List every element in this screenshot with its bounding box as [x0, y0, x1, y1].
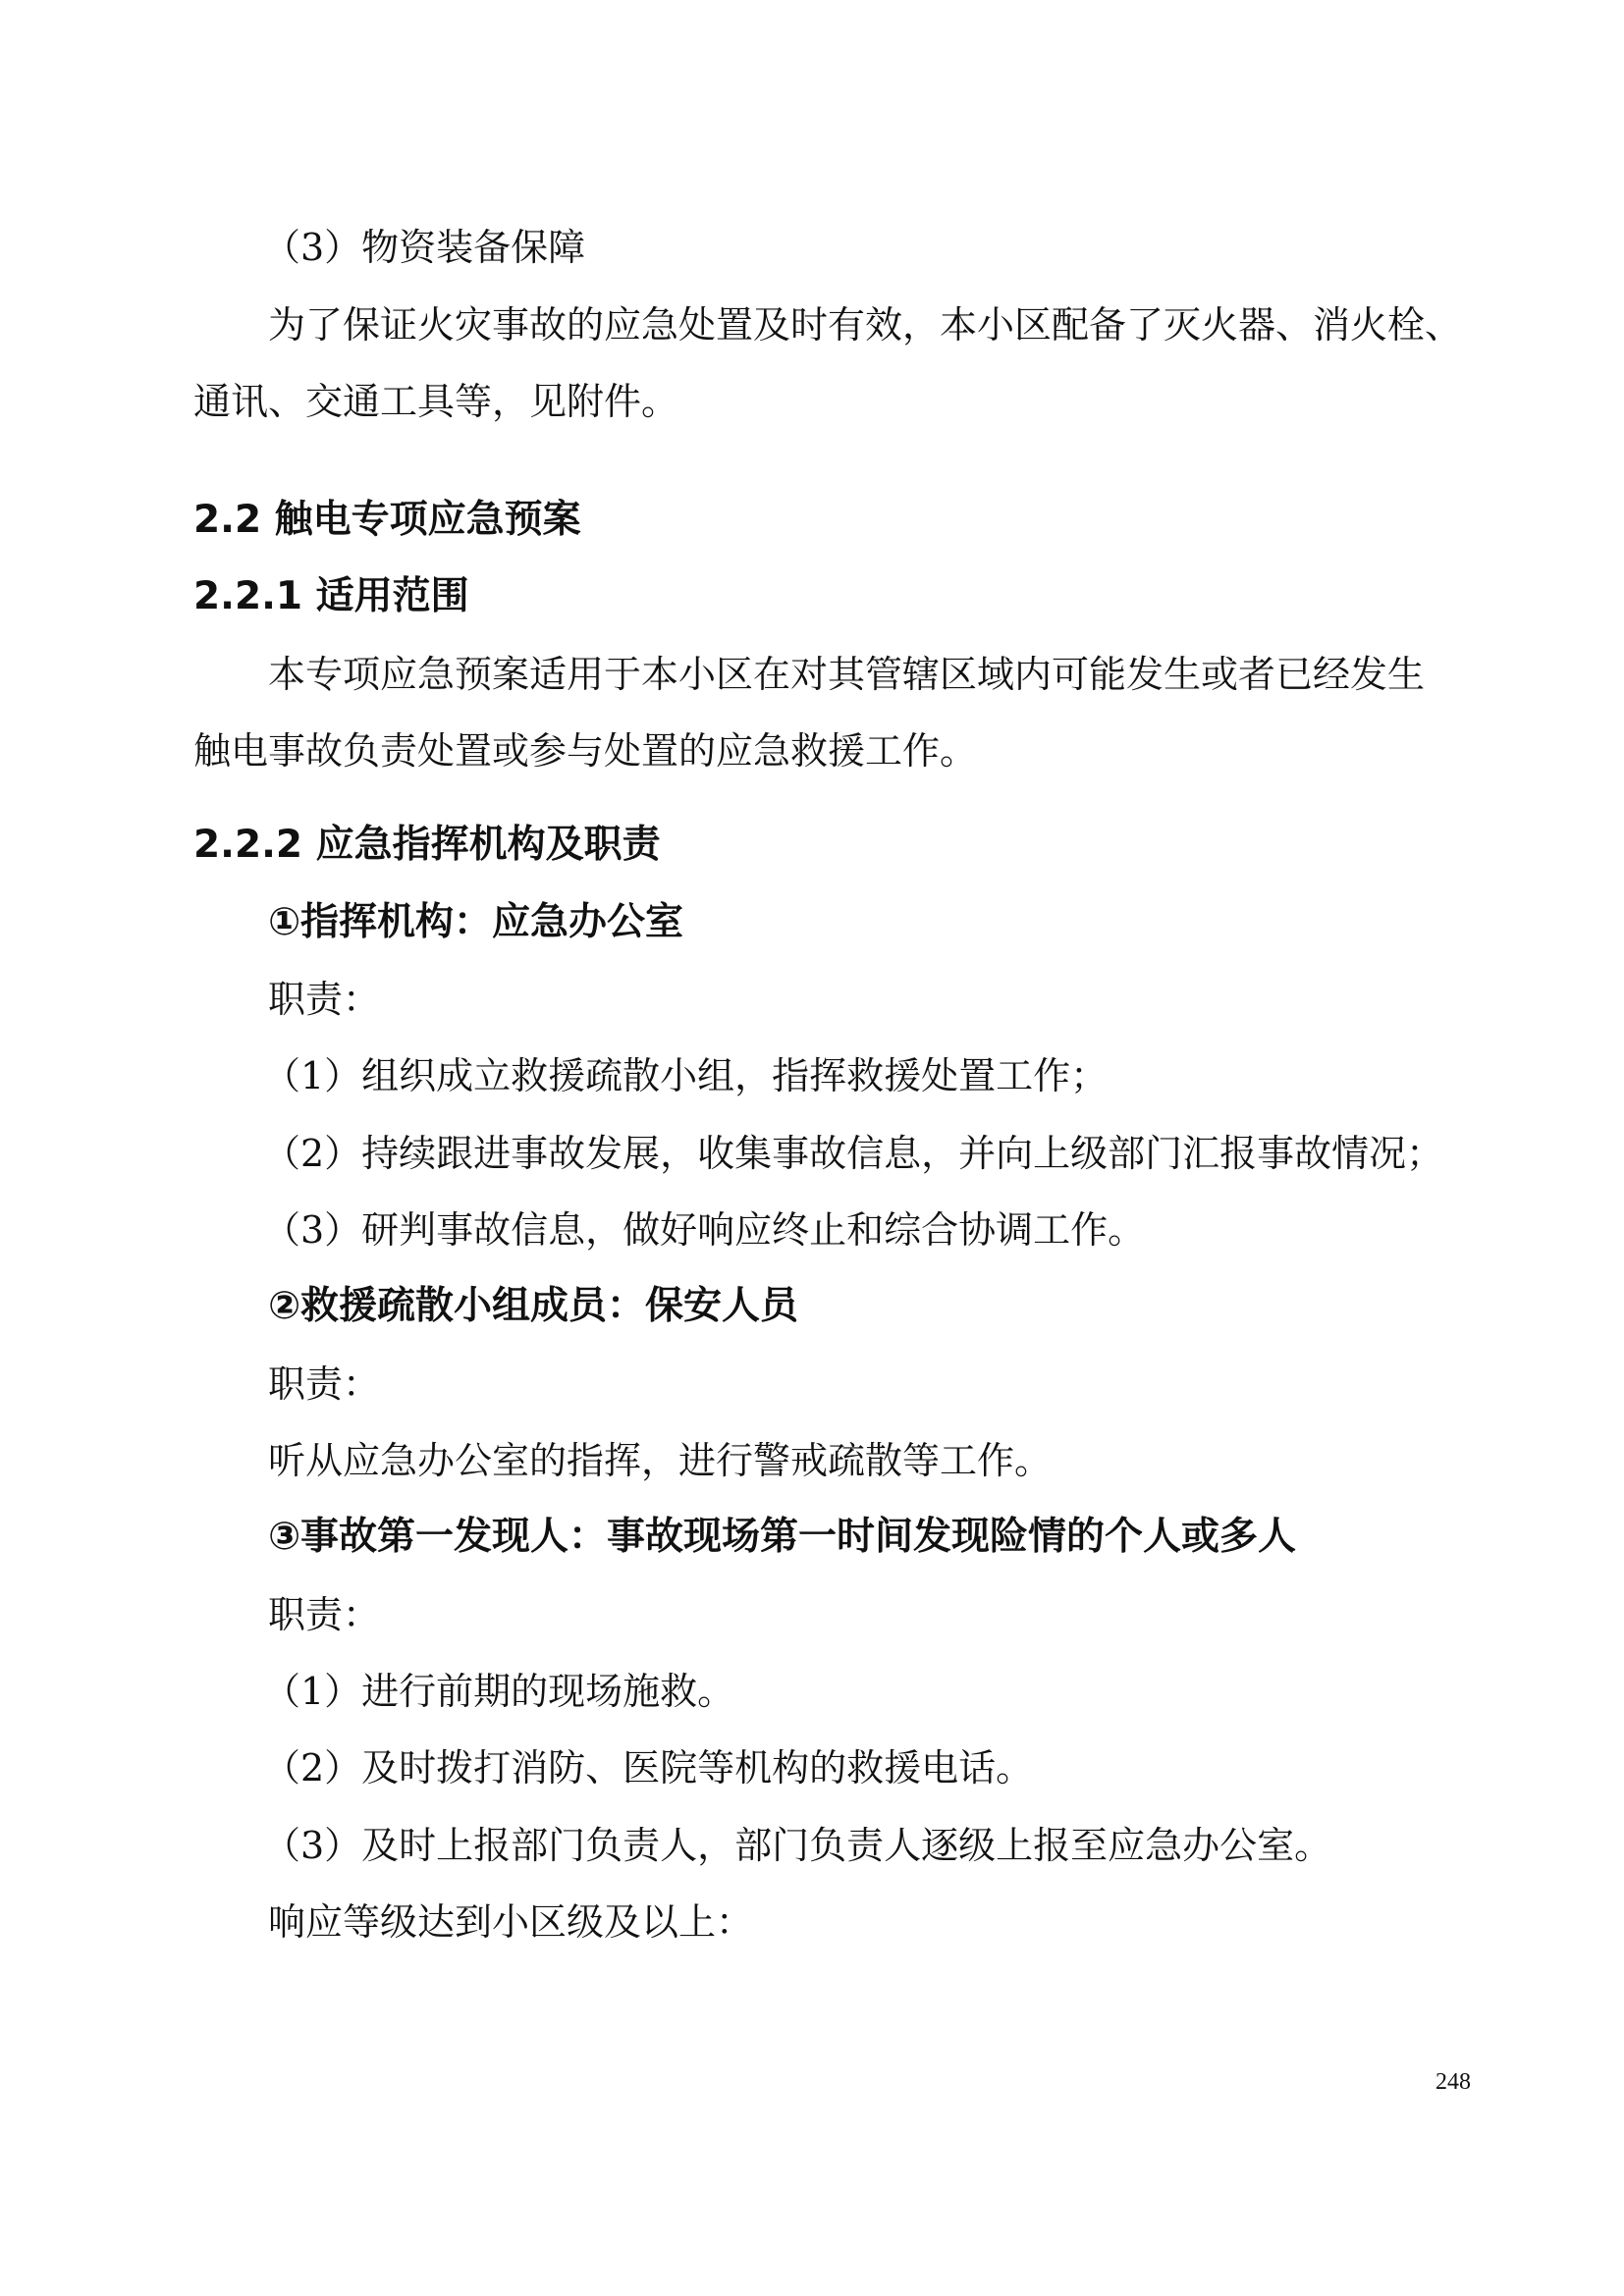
item3-text-line1: 为了保证火灾事故的应急处置及时有效，本小区配备了灭火器、消火栓、: [268, 303, 1463, 347]
org1-duty-1: （1）组织成立救援疏散小组，指挥救援处置工作；: [263, 1054, 1109, 1097]
org1-title: ①指挥机构：应急办公室: [268, 900, 684, 944]
org3-title: ③事故第一发现人：事故现场第一时间发现险情的个人或多人: [268, 1515, 1297, 1559]
section-2-2-heading: 2.2 触电专项应急预案: [193, 498, 581, 542]
section-2-2-1-heading: 2.2.1 适用范围: [193, 574, 469, 618]
org1-duty-2: （2）持续跟进事故发展，收集事故信息，并向上级部门汇报事故情况；: [263, 1132, 1444, 1175]
item3-title: （3）物资装备保障: [263, 226, 586, 269]
org3-duty-2: （2）及时拨打消防、医院等机构的救援电话。: [263, 1746, 1034, 1789]
org3-duty-3: （3）及时上报部门负责人，部门负责人逐级上报至应急办公室。: [263, 1824, 1332, 1867]
page-number: 248: [1435, 2069, 1471, 2095]
org2-duty-1: 听从应急办公室的指挥，进行警戒疏散等工作。: [268, 1439, 1053, 1482]
section-2-2-2-heading: 2.2.2 应急指挥机构及职责: [193, 823, 661, 867]
org3-duty-label: 职责：: [268, 1593, 381, 1636]
scope-text-line1: 本专项应急预案适用于本小区在对其管辖区域内可能发生或者已经发生: [268, 653, 1426, 696]
scope-text-line2: 触电事故负责处置或参与处置的应急救援工作。: [193, 729, 978, 773]
org2-duty-label: 职责：: [268, 1362, 381, 1406]
org1-duty-label: 职责：: [268, 978, 381, 1021]
org3-duty-1: （1）进行前期的现场施救。: [263, 1670, 735, 1713]
item3-text-line2: 通讯、交通工具等，见附件。: [193, 380, 679, 423]
response-level-text: 响应等级达到小区级及以上：: [268, 1900, 754, 1944]
org1-duty-3: （3）研判事故信息，做好响应终止和综合协调工作。: [263, 1208, 1146, 1252]
org2-title: ②救援疏散小组成员：保安人员: [268, 1284, 799, 1328]
